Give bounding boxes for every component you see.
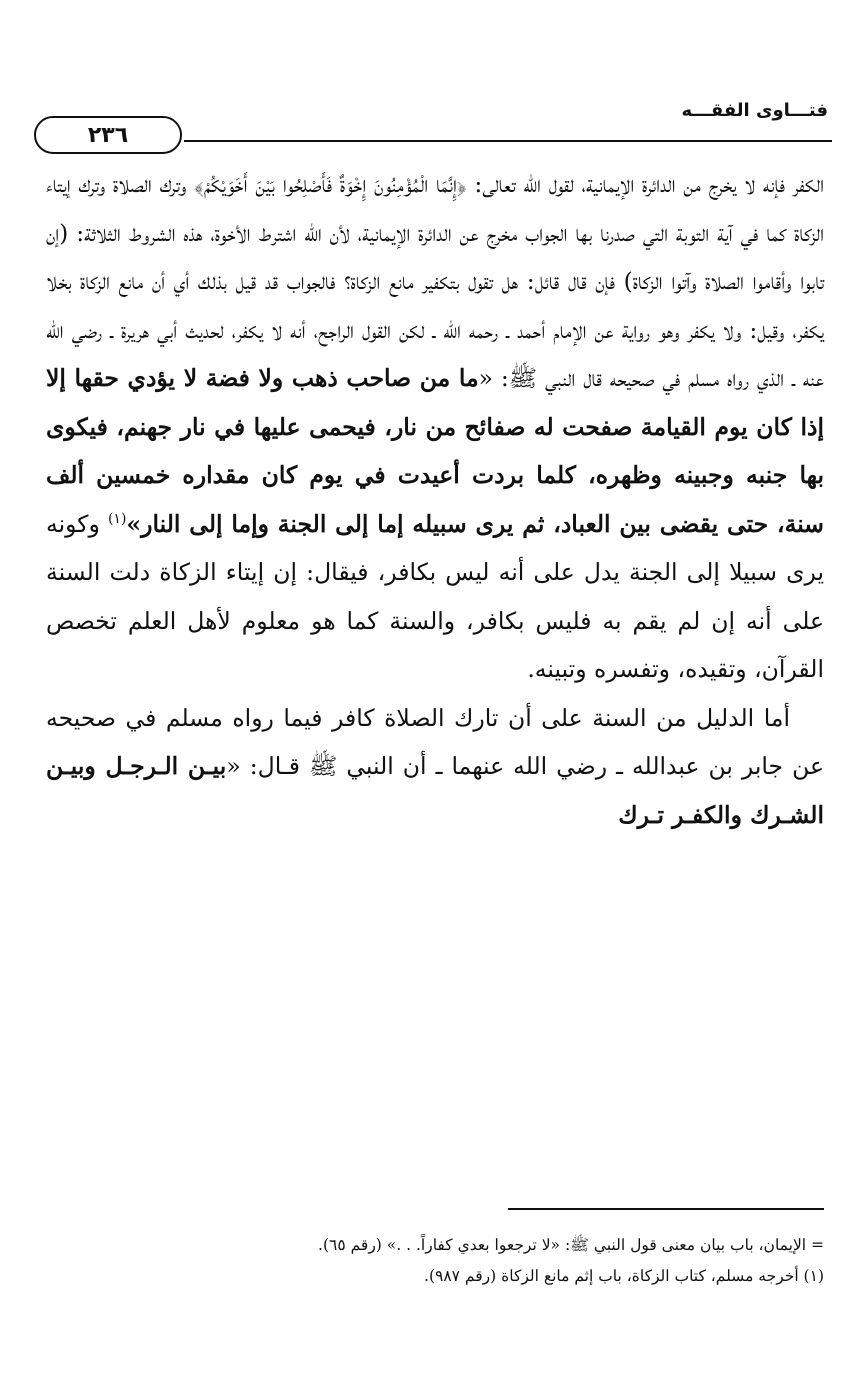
footnotes: [46, 1230, 824, 1292]
paragraph-1-text-before: الكفر فإنه لا يخرج من الدائرة الإيمانية، لقول الله تعالى: ﴿إِنَّمَا الْمُؤْمِنُونَ إِخْوَةٌ فَأَصْلِحُوا بَيْنَ أَخَوَيْكُمْ﴾ وترك الصلاة وترك إيتاء الزكاة كما في آية التوبة التي صدرنا بها الجواب مخرج عن الدائرة الإيمانية، لأن الله اشترط الأخوة، هذه الشروط الثلاثة: (إن تابوا وأقاموا الصلاة وآتوا الزكاة) فإن قال قائل: هل تقول بتكفير مانع الزكاة؟ فالجواب قد قيل بذلك أي أن مانع الزكاة بخلا يكفر، وقيل: ولا يكفر وهو رواية عن الإمام أحمد ـ رحمه الله ـ لكن القول الراجح، أنه لا يكفر، لحديث أبي هريرة ـ رضي الله عنه ـ الذي رواه مسلم في صحيحه قال النبي ﷺ: «: [46, 170, 824, 392]
page-number: ٢٣٦: [87, 122, 129, 148]
hadith-quote-2: بيـن الـرجـل وبيـن الشـرك والكفـر تـرك: [46, 752, 824, 829]
footnote-separator: [508, 1208, 824, 1210]
paragraph-2: [46, 694, 824, 840]
paragraph-1: [46, 160, 824, 694]
header-rule: [184, 140, 832, 142]
paragraph-2-text-before: أما الدليل من السنة على أن تارك الصلاة كافر فيما رواه مسلم في صحيحه عن جابر بن عبدالله ـ رضي الله عنهما ـ أن النبي ﷺ قـال: «: [46, 703, 824, 780]
page-number-badge: [34, 116, 182, 154]
running-book-title: فتـــاوى الفقـــه: [681, 100, 828, 121]
hadith-quote-1: ما من صاحب ذهب ولا فضة لا يؤدي حقها إلا إذا كان يوم القيامة صفحت له صفائح من نار، فيحمى عليها في نار جهنم، فيكوى بها جنبه وجبينه وظهره، كلما بردت أعيدت في يوم كان مقداره خمسين ألف سنة، حتى يقضى بين العباد، ثم يرى سبيله إما إلى الجنة وإما إلى النار: [46, 364, 824, 538]
footnote-1: (١) أخرجه مسلم، كتاب الزكاة، باب إثم مانع الزكاة (رقم ٩٨٧).: [424, 1267, 824, 1285]
hadith-quote-1-close: »: [126, 509, 142, 538]
footnote-continuation: = الإيمان، باب بيان معنى قول النبي ﷺ: «لا ترجعوا بعدي كفاراً. . .» (رقم ٦٥).: [318, 1236, 824, 1254]
paragraph-1-text-after: وكونه يرى سبيلا إلى الجنة يدل على أنه ليس بكافر، فيقال: إن إيتاء الزكاة دلت السنة على أنه إن لم يقم به فليس بكافر، والسنة كما هو معلوم لأهل العلم تخصص القرآن، وتقيده، وتفسره وتبينه.: [46, 509, 824, 683]
main-text: [46, 160, 824, 839]
footnote-reference-1: (١): [107, 510, 127, 527]
page-header: [34, 96, 832, 146]
